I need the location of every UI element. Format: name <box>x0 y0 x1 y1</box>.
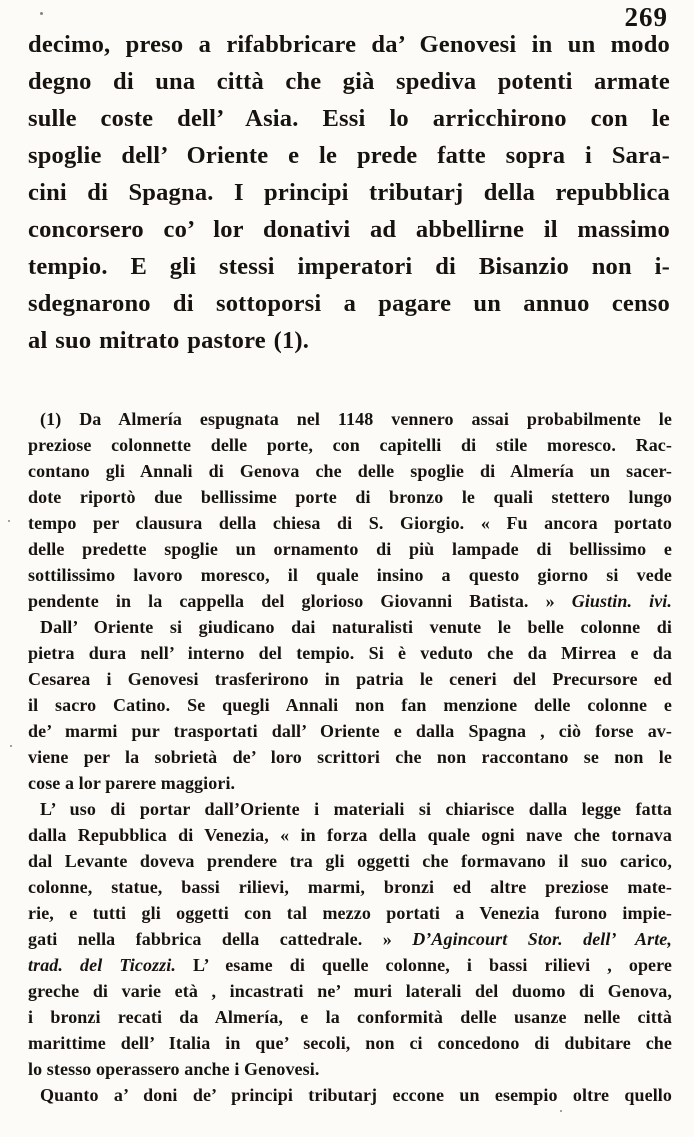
main-text-line: spoglie dell’ Oriente e le prede fatte sopra i Sara- <box>28 142 670 169</box>
footnote-line: pietra dura nell’ interno del tempio. Si è veduto che da Mirrea e da <box>28 643 672 663</box>
footnote-paragraph-1 <box>28 406 672 614</box>
page-number: 269 <box>624 2 668 32</box>
citation: Giustin. ivi. <box>571 591 672 611</box>
footnote-line: dalla Repubblica di Venezia, « in forza della quale ogni nave che tornava <box>28 825 672 845</box>
citation: D’Agincourt Stor. dell’ Arte, <box>412 929 672 949</box>
footnote-line: preziose colonnette delle porte, con capitelli di stile moresco. Rac- <box>28 435 672 455</box>
footnote-line: cose a lor parere maggiori. <box>28 773 236 793</box>
footnote-line: tempo per clausura della chiesa di S. Giorgio. « Fu ancora portato <box>28 513 672 533</box>
main-text-line: sdegnarono di sottoporsi a pagare un annuo censo <box>28 290 670 317</box>
main-text-line: decimo, preso a rifabbricare da’ Genovesi in un modo <box>28 31 670 58</box>
footnote-text: pendente in la cappella del glorioso Giovanni Batista. » <box>28 591 572 611</box>
footnote-line: de’ marmi pur trasportati dall’ Oriente e dalla Spagna , ciò forse av- <box>28 721 672 741</box>
footnote-line: rie, e tutti gli oggetti con tal mezzo portati a Venezia furono impie- <box>28 903 672 923</box>
main-text-line: sulle coste dell’ Asia. Essi lo arricchirono con le <box>28 105 670 132</box>
main-text-line: cini di Spagna. I principi tributarj della repubblica <box>28 179 670 206</box>
scan-speckle <box>560 1110 562 1112</box>
footnote-line: Quanto a’ doni de’ principi tributarj eccone un esempio oltre quello <box>40 1085 672 1105</box>
footnote-line: sottilissimo lavoro moresco, il quale insino a questo giorno si vede <box>28 565 672 585</box>
footnote-line: greche di varie età , incastrati ne’ muri laterali del duomo di Genova, <box>28 981 672 1001</box>
footnote-line: L’ uso di portar dall’Oriente i materiali si chiarisce dalla legge fatta <box>40 799 672 819</box>
footnote-line <box>28 926 672 952</box>
footnote-line: dal Levante doveva prendere tra gli oggetti che formavano il suo carico, <box>28 851 672 871</box>
footnote-line: contano gli Annali di Genova che delle spoglie di Almería un sacer- <box>28 461 672 481</box>
main-text-line: concorsero co’ lor donativi ad abbellirne il massimo <box>28 216 670 243</box>
main-text-block <box>28 26 670 359</box>
footnote-line: Dall’ Oriente si giudicano dai naturalisti venute le belle colonne di <box>40 617 672 637</box>
footnote-paragraph-4 <box>28 1082 672 1108</box>
main-text-line: degno di una città che già spediva potenti armate <box>28 68 670 95</box>
scan-speckle <box>40 12 43 15</box>
footnote-line: (1) Da Almería espugnata nel 1148 vennero assai probabilmente le <box>40 409 672 429</box>
footnote-text: gati nella fabbrica della cattedrale. » <box>28 929 413 949</box>
scan-speckle <box>8 520 10 522</box>
footnote-line: lo stesso operassero anche i Genovesi. <box>28 1059 320 1079</box>
footnote-line: il sacro Catino. Se quegli Annali non fan menzione delle colonne e <box>28 695 672 715</box>
main-text-line: al suo mitrato pastore (1). <box>28 327 310 354</box>
footnote-line <box>28 952 672 978</box>
footnote-line: i bronzi recati da Almería, e la conformità delle usanze nelle città <box>28 1007 672 1027</box>
footnote-line <box>28 588 672 614</box>
footnote-line: viene per la sobrietà de’ loro scrittori che non raccontano se non le <box>28 747 672 767</box>
footnote-text: L’ esame di quelle colonne, i bassi rilievi , opere <box>175 955 672 975</box>
citation: trad. del Ticozzi. <box>28 955 176 975</box>
footnote-line: marittime dell’ Italia in que’ secoli, non ci concedono di dubitare che <box>28 1033 672 1053</box>
footnote-paragraph-2 <box>28 614 672 796</box>
main-text-line: tempio. E gli stessi imperatori di Bisanzio non i- <box>28 253 670 280</box>
footnote-paragraph-3 <box>28 796 672 1082</box>
footnote-line: dote riportò due bellissime porte di bronzo le quali stettero lungo <box>28 487 672 507</box>
footnote-line: delle predette spoglie un ornamento di più lampade di bellissimo e <box>28 539 672 559</box>
scan-speckle <box>10 745 12 747</box>
footnote-block <box>28 406 672 1108</box>
footnote-line: Cesarea i Genovesi trasferirono in patria le ceneri del Precursore ed <box>28 669 672 689</box>
footnote-line: colonne, statue, bassi rilievi, marmi, bronzi ed altre preziose mate- <box>28 877 672 897</box>
